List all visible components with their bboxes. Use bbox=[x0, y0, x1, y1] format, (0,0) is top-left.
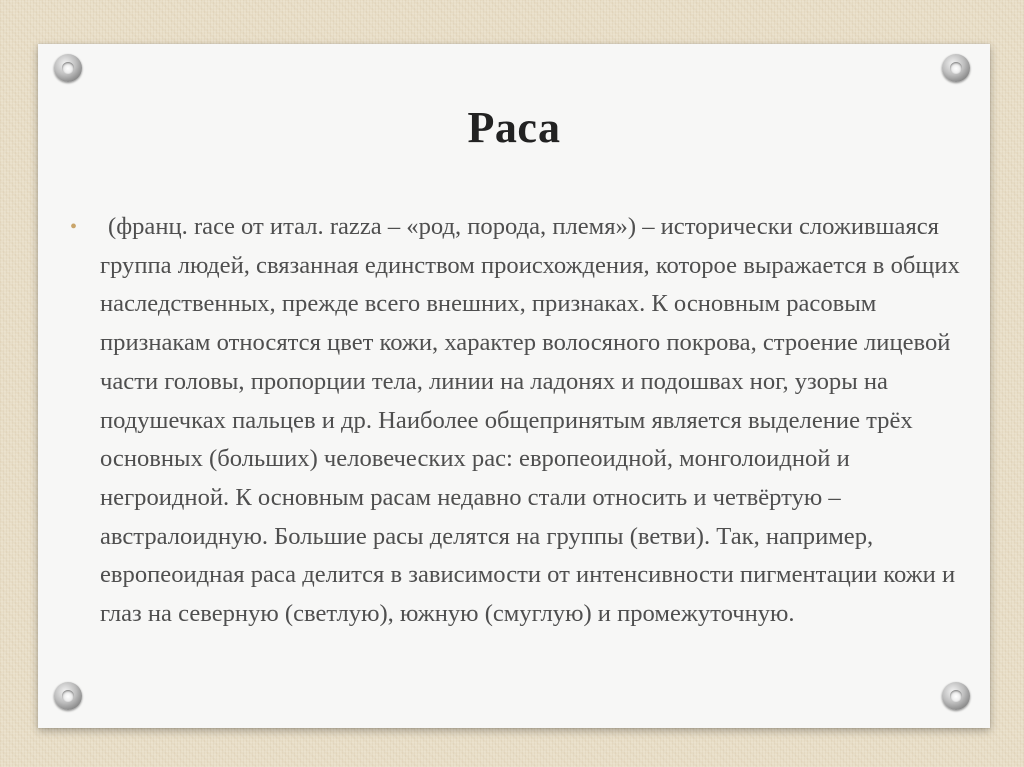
grommet-icon bbox=[54, 682, 82, 710]
grommet-icon bbox=[942, 54, 970, 82]
body-paragraph: (франц. race от итал. razza – «род, порода, племя») – исторически сложившаяся группа людей, связанная единством происхождения, которое выражается в общих наследственных, прежде всего внешних, признаках. К основным расовым признакам относятся цвет кожи, характер волосяного покрова, строение лицевой части головы, пропорции тела, линии на ладонях и подошвах ног, узоры на подушечках пальцев и др. Наиболее общепринятым является выделение трёх основных (больших) человеческих рас: европеоидной, монголоидной и негроидной. К основным расам недавно стали относить и четвёртую – австралоидную. Большие расы делятся на группы (ветви). Так, например, европеоидная раса делится в зависимости от интенсивности пигментации кожи и глаз на северную (светлую), южную (смуглую) и промежуточную. bbox=[100, 213, 960, 628]
grommet-icon bbox=[54, 54, 82, 82]
slide-content bbox=[62, 208, 962, 634]
slide-title: Раса bbox=[467, 103, 561, 152]
slide-board bbox=[38, 44, 990, 728]
grommet-icon bbox=[942, 682, 970, 710]
bullet-icon: • bbox=[70, 216, 78, 238]
